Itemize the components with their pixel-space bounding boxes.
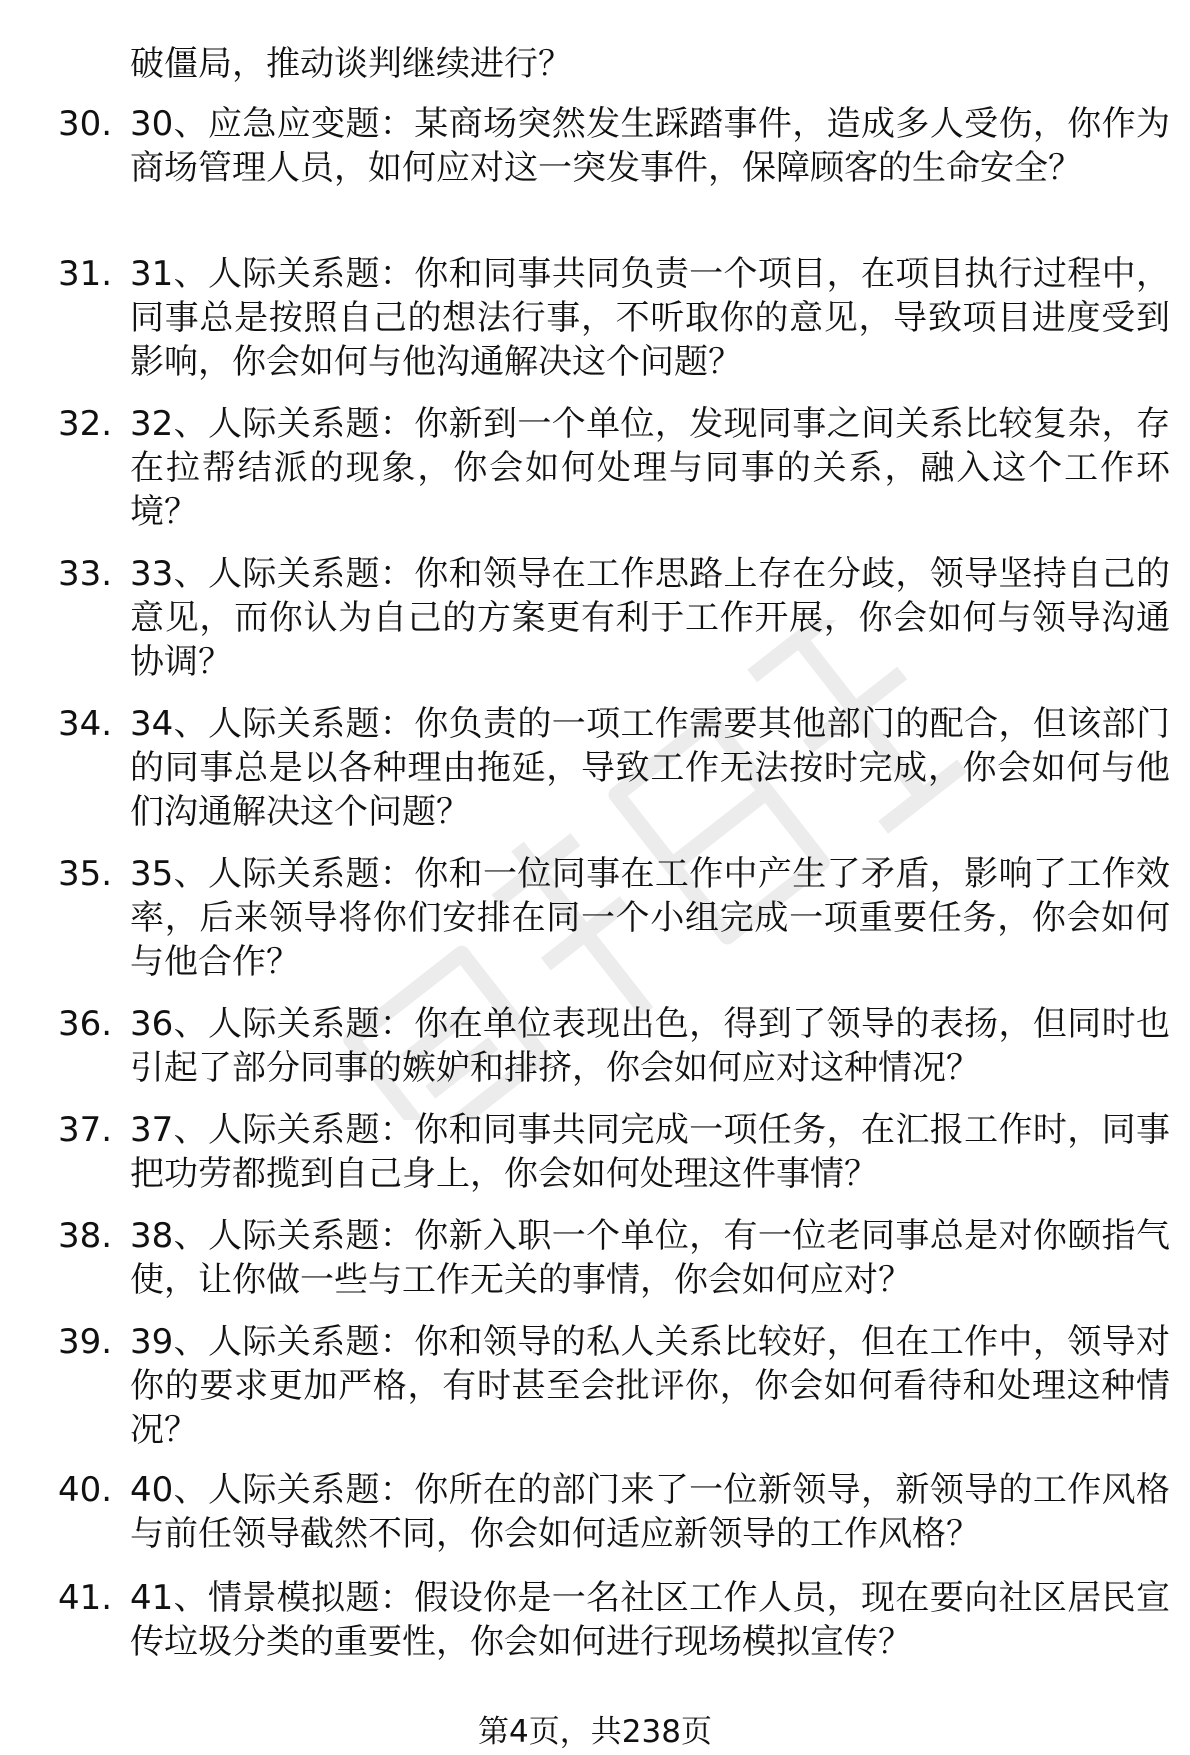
item-number: 30. xyxy=(58,104,113,144)
item-text: 36、人际关系题：你在单位表现出色，得到了领导的表扬，但同时也引起了部分同事的嫉妒和排挤，你会如何应对这种情况？ xyxy=(130,1004,1170,1088)
item-text: 37、人际关系题：你和同事共同完成一项任务，在汇报工作时，同事把功劳都揽到自己身上，你会如何处理这件事情？ xyxy=(130,1110,1170,1194)
item-number: 33. xyxy=(58,554,113,594)
item-text: 32、人际关系题：你新到一个单位，发现同事之间关系比较复杂，存在拉帮结派的现象，你会如何处理与同事的关系，融入这个工作环境？ xyxy=(130,404,1170,532)
item-number: 31. xyxy=(58,254,113,294)
item-number: 38. xyxy=(58,1216,113,1256)
item-text: 31、人际关系题：你和同事共同负责一个项目，在项目执行过程中，同事总是按照自己的想法行事，不听取你的意见，导致项目进度受到影响，你会如何与他沟通解决这个问题？ xyxy=(130,254,1170,382)
item-text: 33、人际关系题：你和领导在工作思路上存在分歧，领导坚持自己的意见，而你认为自己的方案更有利于工作开展，你会如何与领导沟通协调？ xyxy=(130,554,1170,682)
item-number: 37. xyxy=(58,1110,113,1150)
item-number: 34. xyxy=(58,704,113,744)
item-number: 39. xyxy=(58,1322,113,1362)
item-text: 40、人际关系题：你所在的部门来了一位新领导，新领导的工作风格与前任领导截然不同，你会如何适应新领导的工作风格？ xyxy=(130,1470,1170,1554)
page-number-footer: 第4页，共238页 xyxy=(478,1714,712,1750)
continuation-text: 破僵局，推动谈判继续进行？ xyxy=(130,44,572,84)
item-text: 35、人际关系题：你和一位同事在工作中产生了矛盾，影响了工作效率，后来领导将你们安排在同一个小组完成一项重要任务，你会如何与他合作？ xyxy=(130,854,1170,982)
item-text: 30、应急应变题：某商场突然发生踩踏事件，造成多人受伤，你作为商场管理人员，如何应对这一突发事件，保障顾客的生命安全？ xyxy=(130,104,1170,188)
item-number: 40. xyxy=(58,1470,113,1510)
item-text: 41、情景模拟题：假设你是一名社区工作人员，现在要向社区居民宣传垃圾分类的重要性，你会如何进行现场模拟宣传？ xyxy=(130,1578,1170,1662)
item-text: 34、人际关系题：你负责的一项工作需要其他部门的配合，但该部门的同事总是以各种理由拖延，导致工作无法按时完成，你会如何与他们沟通解决这个问题？ xyxy=(130,704,1170,832)
item-text: 38、人际关系题：你新入职一个单位，有一位老同事总是对你颐指气使，让你做一些与工作无关的事情，你会如何应对？ xyxy=(130,1216,1170,1300)
item-number: 36. xyxy=(58,1004,113,1044)
item-text: 39、人际关系题：你和领导的私人关系比较好，但在工作中，领导对你的要求更加严格，有时甚至会批评你，你会如何看待和处理这种情况？ xyxy=(130,1322,1170,1450)
item-number: 41. xyxy=(58,1578,113,1618)
item-number: 32. xyxy=(58,404,113,444)
item-number: 35. xyxy=(58,854,113,894)
